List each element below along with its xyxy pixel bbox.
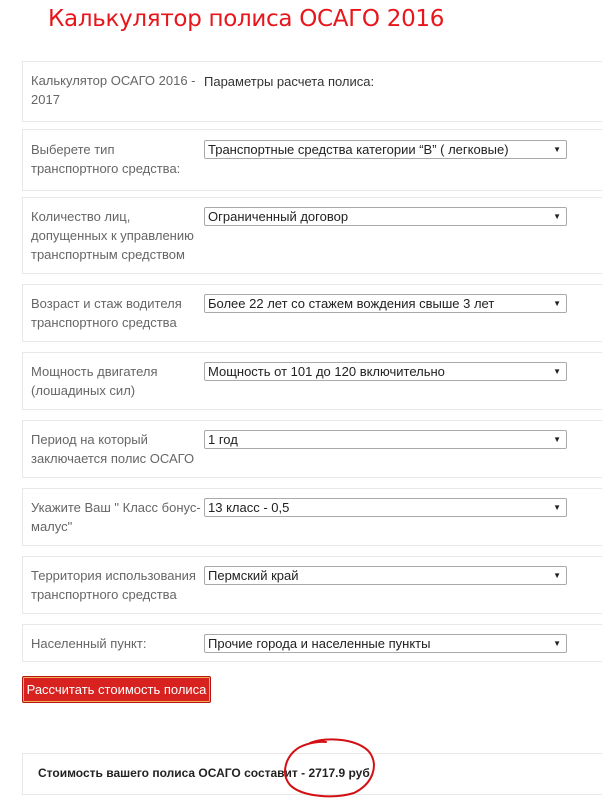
field-row-period xyxy=(22,420,602,478)
dropdown-arrow-icon: ▼ xyxy=(553,503,561,512)
settlement-value: Прочие города и населенные пункты xyxy=(208,636,431,651)
vehicle-type-label: Выберете тип транспортного средства: xyxy=(31,142,181,176)
engine-power-value: Мощность от 101 до 120 включительно xyxy=(208,364,445,379)
dropdown-arrow-icon: ▼ xyxy=(553,299,561,308)
red-circle-annotation xyxy=(282,735,382,799)
territory-select[interactable] xyxy=(204,566,567,585)
drivers-value: Ограниченный договор xyxy=(208,209,349,224)
age-experience-label: Возраст и стаж водителя транспортного средства xyxy=(31,296,182,330)
dropdown-arrow-icon: ▼ xyxy=(553,639,561,648)
settlement-select[interactable] xyxy=(204,634,567,653)
territory-label: Территория использования транспортного средства xyxy=(31,568,196,602)
field-row-bonus-malus xyxy=(22,488,602,546)
result-prefix: Стоимость вашего полиса ОСАГО составит - xyxy=(38,766,309,780)
result-value: 2717.9 руб. xyxy=(308,766,374,780)
field-row-drivers xyxy=(22,197,602,274)
bonus-malus-label: Укажите Ваш " Класс бонус-малус" xyxy=(31,500,201,534)
age-experience-value: Более 22 лет со стажем вождения свыше 3 лет xyxy=(208,296,495,311)
settlement-label: Населенный пункт: xyxy=(31,636,147,651)
header-row xyxy=(22,61,602,122)
field-row-engine-power xyxy=(22,352,602,410)
period-select[interactable] xyxy=(204,430,567,449)
dropdown-arrow-icon: ▼ xyxy=(553,212,561,221)
page-title: Калькулятор полиса ОСАГО 2016 xyxy=(48,6,445,32)
dropdown-arrow-icon: ▼ xyxy=(553,367,561,376)
territory-value: Пермский край xyxy=(208,568,299,583)
age-experience-select[interactable] xyxy=(204,294,567,313)
field-row-territory xyxy=(22,556,602,614)
vehicle-type-value: Транспортные средства категории “В” ( легковые) xyxy=(208,142,509,157)
engine-power-select[interactable] xyxy=(204,362,567,381)
field-row-settlement xyxy=(22,624,602,662)
field-row-vehicle-type xyxy=(22,129,602,191)
dropdown-arrow-icon: ▼ xyxy=(553,571,561,580)
calculate-button[interactable]: Рассчитать стоимость полиса xyxy=(22,676,211,703)
bonus-malus-select[interactable] xyxy=(204,498,567,517)
engine-power-label: Мощность двигателя (лошадиных сил) xyxy=(31,364,158,398)
field-row-age-experience xyxy=(22,284,602,342)
bonus-malus-value: 13 класс - 0,5 xyxy=(208,500,290,515)
period-value: 1 год xyxy=(208,432,238,447)
drivers-label: Количество лиц, допущенных к управлению транспортным средством xyxy=(31,209,194,262)
vehicle-type-select[interactable] xyxy=(204,140,567,159)
dropdown-arrow-icon: ▼ xyxy=(553,145,561,154)
drivers-select[interactable] xyxy=(204,207,567,226)
calculator-caption: Калькулятор ОСАГО 2016 - 2017 xyxy=(31,73,196,107)
dropdown-arrow-icon: ▼ xyxy=(553,435,561,444)
period-label: Период на который заключается полис ОСАГО xyxy=(31,432,195,466)
params-heading: Параметры расчета полиса: xyxy=(204,74,375,89)
